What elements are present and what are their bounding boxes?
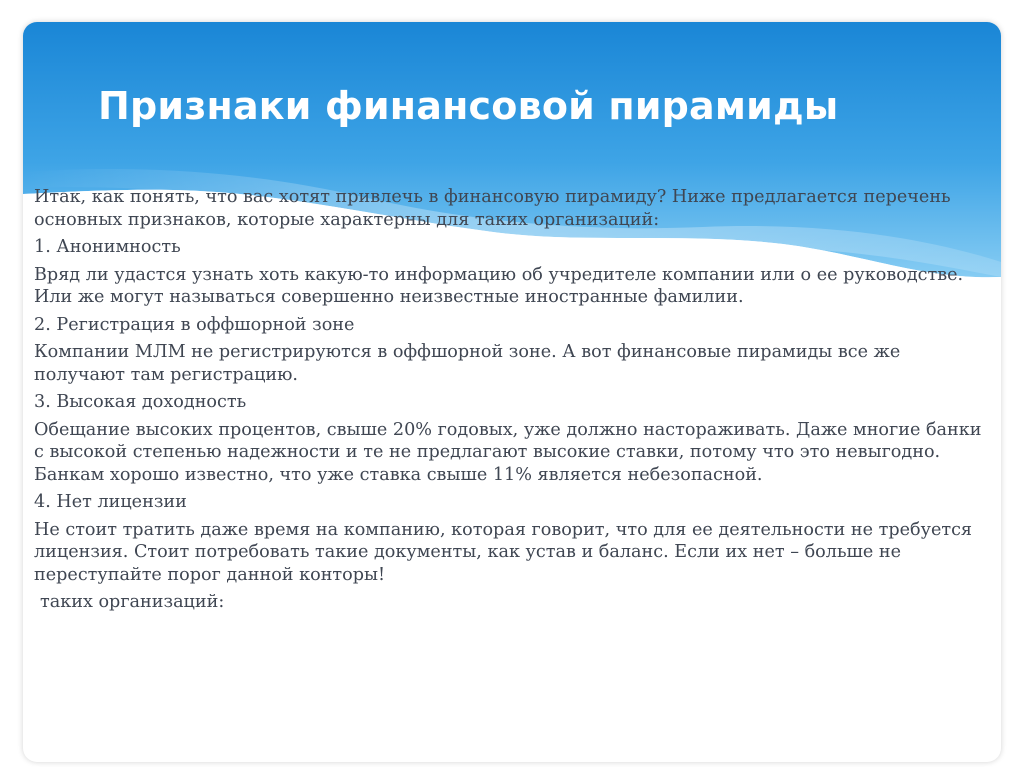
- slide-title: Признаки финансовой пирамиды: [98, 84, 839, 128]
- slide: [23, 22, 1001, 762]
- point-4-text: Не стоит тратить даже время на компанию, которая говорит, что для ее деятельности не требуется лицензия. Стоит потребовать такие документы, как устав и баланс. Если их нет – больше не переступайте порог данной конторы!: [34, 519, 973, 585]
- point-3-text: Обещание высоких процентов, свыше 20% годовых, уже должно настораживать. Даже многие банки с высокой степенью надежности и те не предлагают высокие ставки, потому что это невыгодно. Банкам хорошо известно, что уже ставка свыше 11% является небезопасной.: [34, 419, 982, 485]
- point-1-text: Вряд ли удастся узнать хоть какую-то информацию об учредителе компании или о ее руководстве. Или же могут называться совершенно неизвестные иностранные фамилии.: [34, 264, 964, 307]
- point-2-heading: 2. Регистрация в оффшорной зоне: [34, 314, 355, 335]
- trailing-fragment: таких организаций:: [40, 592, 225, 612]
- point-2-text: Компании МЛМ не регистрируются в оффшорной зоне. А вот финансовые пирамиды все же получают там регистрацию.: [34, 342, 901, 385]
- point-3-heading: 3. Высокая доходность: [34, 392, 247, 412]
- slide-body: [34, 186, 994, 619]
- intro-paragraph: Итак, как понять, что вас хотят привлечь в финансовую пирамиду? Ниже предлагается перечень основных признаков, которые характерны для таких организаций:: [34, 187, 951, 230]
- point-4-heading: 4. Нет лицензии: [34, 492, 187, 512]
- point-1-heading: 1. Анонимность: [34, 237, 181, 257]
